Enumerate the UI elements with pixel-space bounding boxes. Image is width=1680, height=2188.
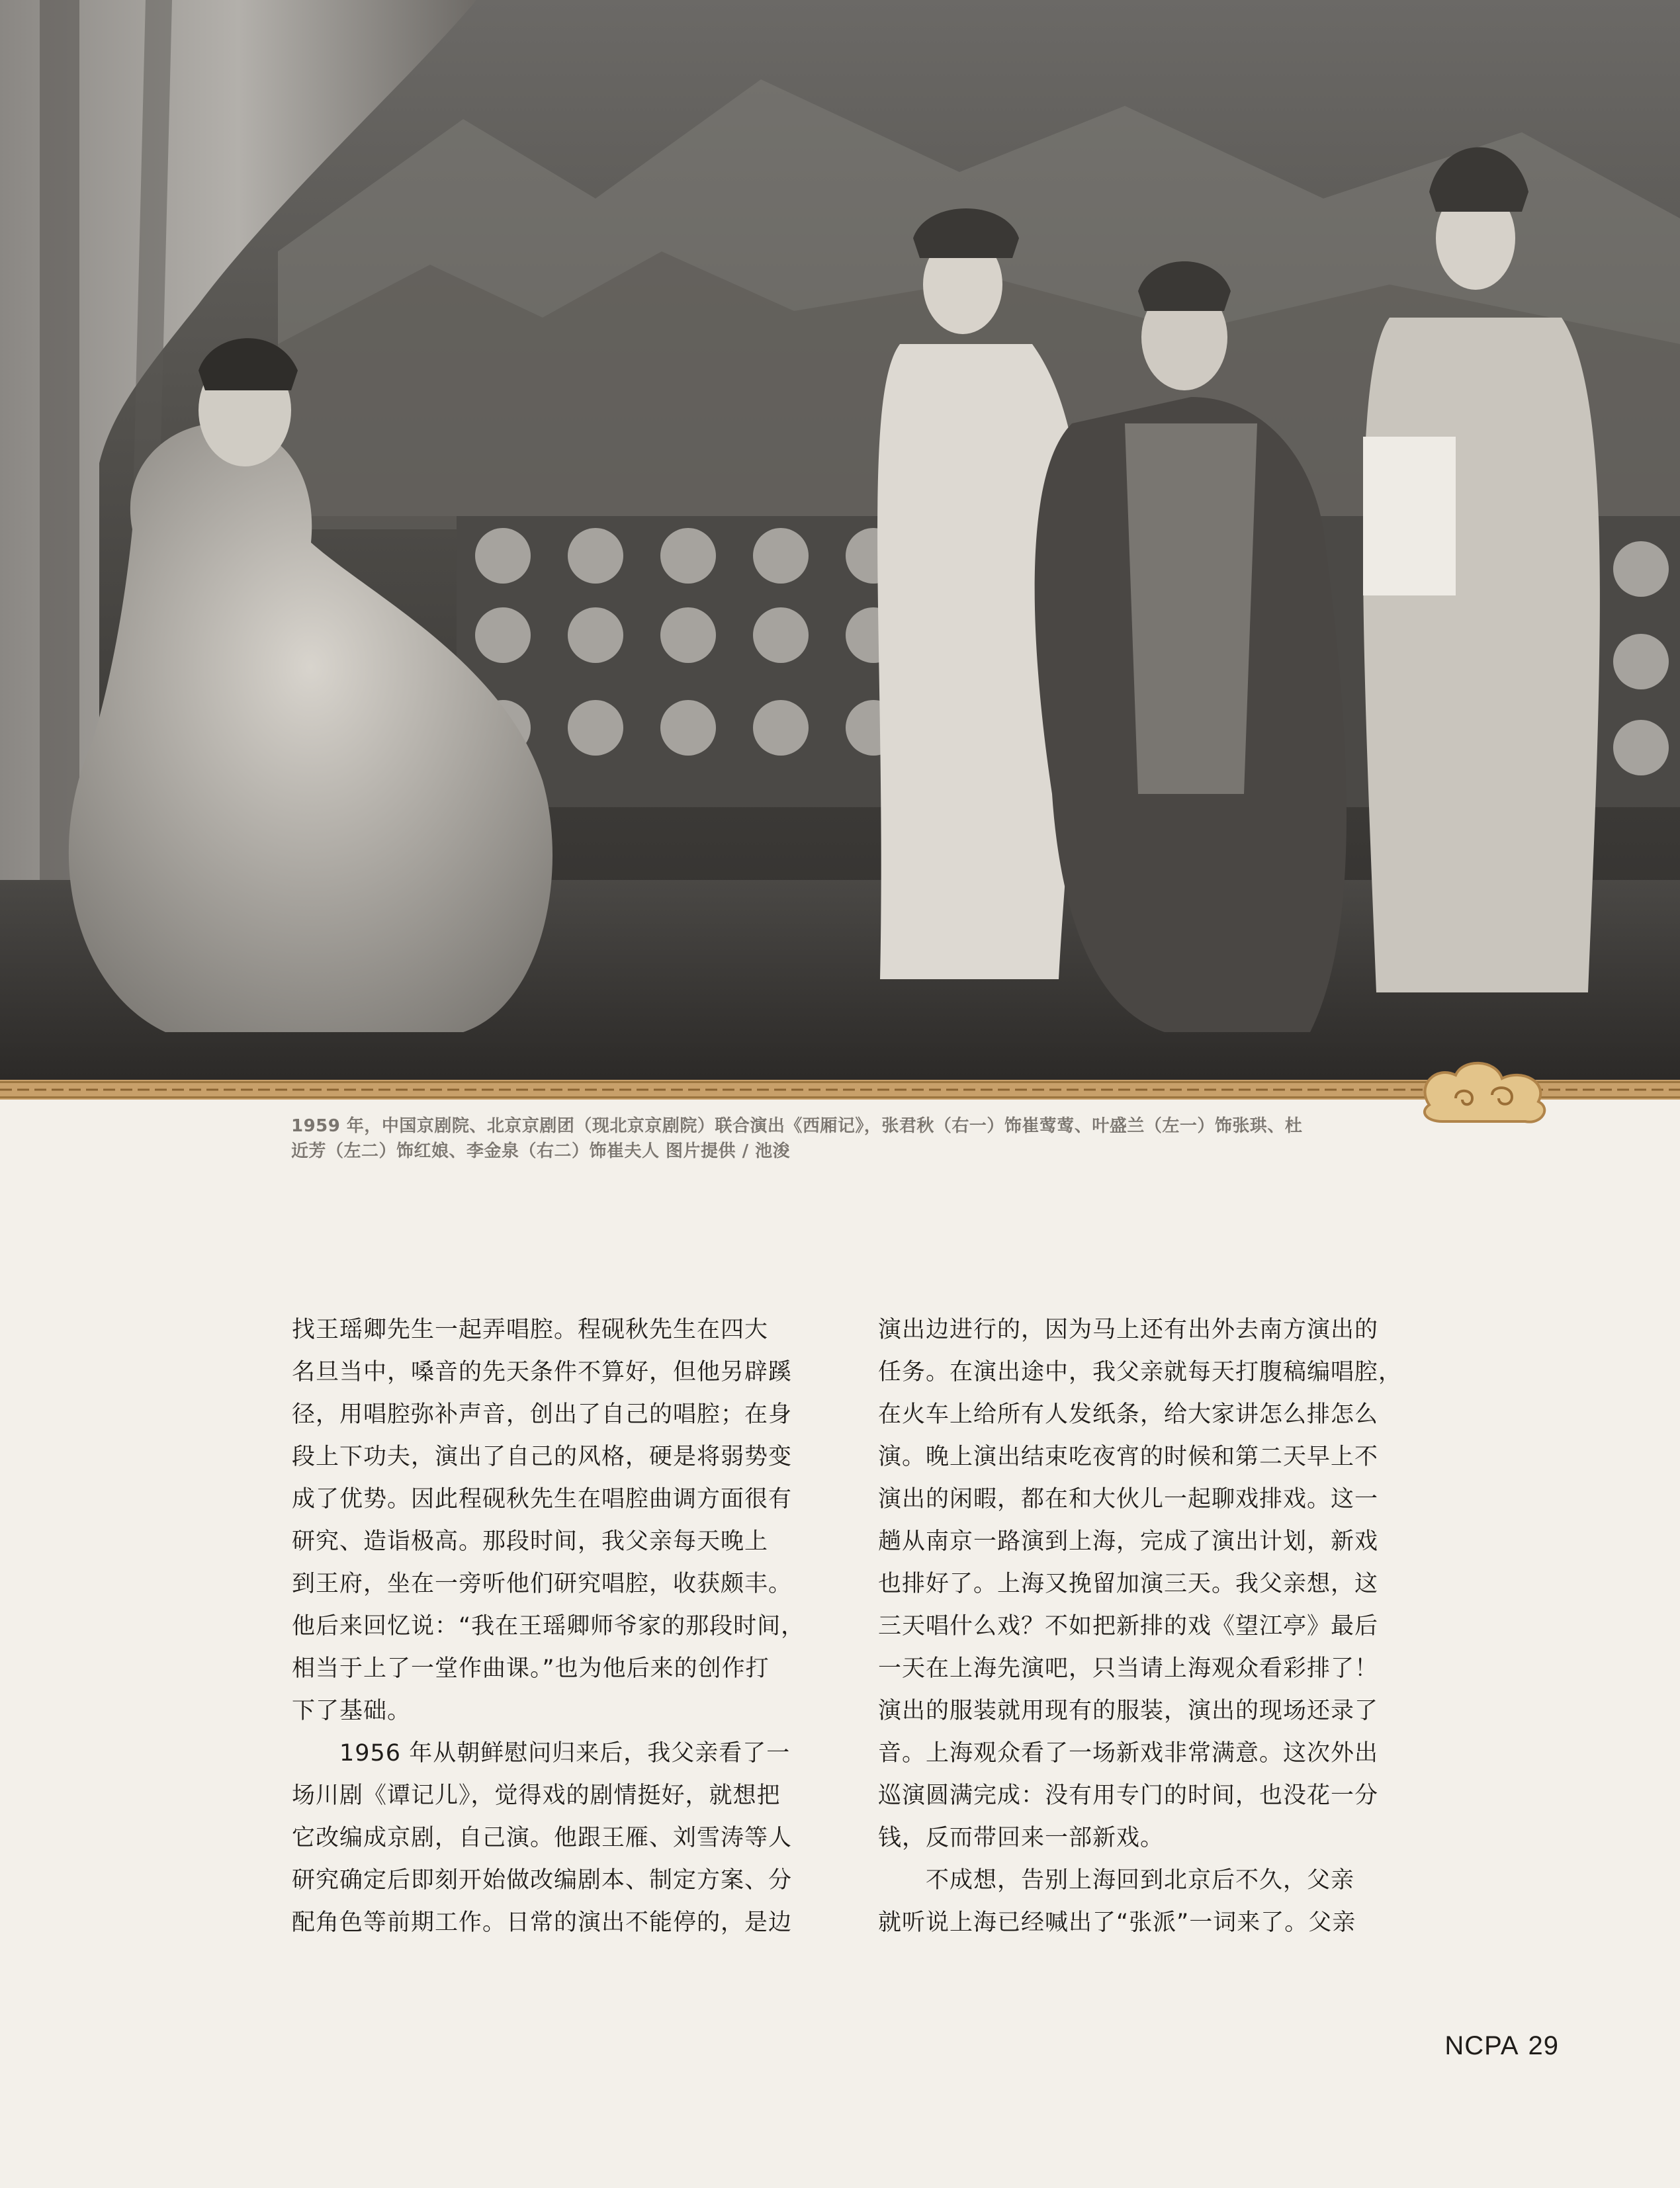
text-line: 研究、造诣极高。那段时间，我父亲每天晚上 — [292, 1528, 769, 1555]
text-line: 他后来回忆说：“我在王瑶卿师爷家的那段时间， — [292, 1613, 805, 1640]
text-line: 音。上海观众看了一场新戏非常满意。这次外出 — [878, 1740, 1379, 1767]
text-line: 也排好了。上海又挽留加演三天。我父亲想，这 — [878, 1571, 1379, 1597]
text-line: 1956 年从朝鲜慰问归来后，我父亲看了一 — [339, 1740, 791, 1767]
text-line: 成了优势。因此程砚秋先生在唱腔曲调方面很有 — [292, 1486, 793, 1512]
body-column-right — [878, 1309, 1447, 1944]
caption-line: 近芳（左二）饰红娘、李金泉（右二）饰崔夫人 图片提供 / 池浚 — [291, 1141, 791, 1161]
text-line: 任务。在演出途中，我父亲就每天打腹稿编唱腔， — [878, 1359, 1403, 1385]
text-line: 相当于上了一堂作曲课。”也为他后来的创作打 — [292, 1655, 770, 1682]
text-line: 钱，反而带回来一部新戏。 — [878, 1825, 1165, 1851]
text-line: 配角色等前期工作。日常的演出不能停的，是边 — [292, 1909, 793, 1936]
photo-caption — [291, 1114, 1416, 1164]
text-line: 研究确定后即刻开始做改编剧本、制定方案、分 — [292, 1867, 793, 1894]
text-line: 找王瑶卿先生一起弄唱腔。程砚秋先生在四大 — [292, 1317, 769, 1343]
text-line: 段上下功夫，演出了自己的风格，硬是将弱势变 — [292, 1444, 793, 1470]
text-line: 就听说上海已经喊出了“张派”一词来了。父亲 — [878, 1909, 1356, 1936]
page-folio — [1444, 2031, 1559, 2061]
text-line: 一天在上海先演吧，只当请上海观众看彩排了！ — [878, 1655, 1379, 1682]
text-line: 演出的服装就用现有的服装，演出的现场还录了 — [878, 1698, 1379, 1724]
text-line: 不成想，告别上海回到北京后不久，父亲 — [926, 1867, 1355, 1894]
text-line: 名旦当中，嗓音的先天条件不算好，但他另辟蹊 — [292, 1359, 793, 1385]
text-line: 它改编成京剧，自己演。他跟王雁、刘雪涛等人 — [292, 1825, 793, 1851]
page-number: 29 — [1528, 2031, 1559, 2060]
caption-line: 1959 年，中国京剧院、北京京剧团（现北京京剧院）联合演出《西厢记》，张君秋（右一）饰崔莺莺、叶盛兰（左一）饰张珙、杜 — [291, 1116, 1303, 1136]
magazine-name: NCPA — [1444, 2031, 1519, 2060]
text-line: 场川剧《谭记儿》，觉得戏的剧情挺好，就想把 — [292, 1782, 781, 1809]
stage-photo-icon — [0, 0, 1680, 1085]
text-line: 在火车上给所有人发纸条，给大家讲怎么排怎么 — [878, 1401, 1379, 1428]
stage-photo — [0, 0, 1680, 1085]
text-line: 三天唱什么戏？不如把新排的戏《望江亭》最后 — [878, 1613, 1379, 1640]
text-line: 演出的闲暇，都在和大伙儿一起聊戏排戏。这一 — [878, 1486, 1379, 1512]
text-line: 径，用唱腔弥补声音，创出了自己的唱腔；在身 — [292, 1401, 793, 1428]
text-line: 下了基础。 — [292, 1698, 412, 1724]
text-line: 演出边进行的，因为马上还有出外去南方演出的 — [878, 1317, 1379, 1343]
text-line: 到王府，坐在一旁听他们研究唱腔，收获颇丰。 — [292, 1571, 793, 1597]
body-column-left — [292, 1309, 861, 1944]
text-line: 趟从南京一路演到上海，完成了演出计划，新戏 — [878, 1528, 1379, 1555]
text-line: 演。晚上演出结束吃夜宵的时候和第二天早上不 — [878, 1444, 1379, 1470]
text-line: 巡演圆满完成：没有用专门的时间，也没花一分 — [878, 1782, 1379, 1809]
cloud-ornament-icon — [1416, 1059, 1555, 1134]
